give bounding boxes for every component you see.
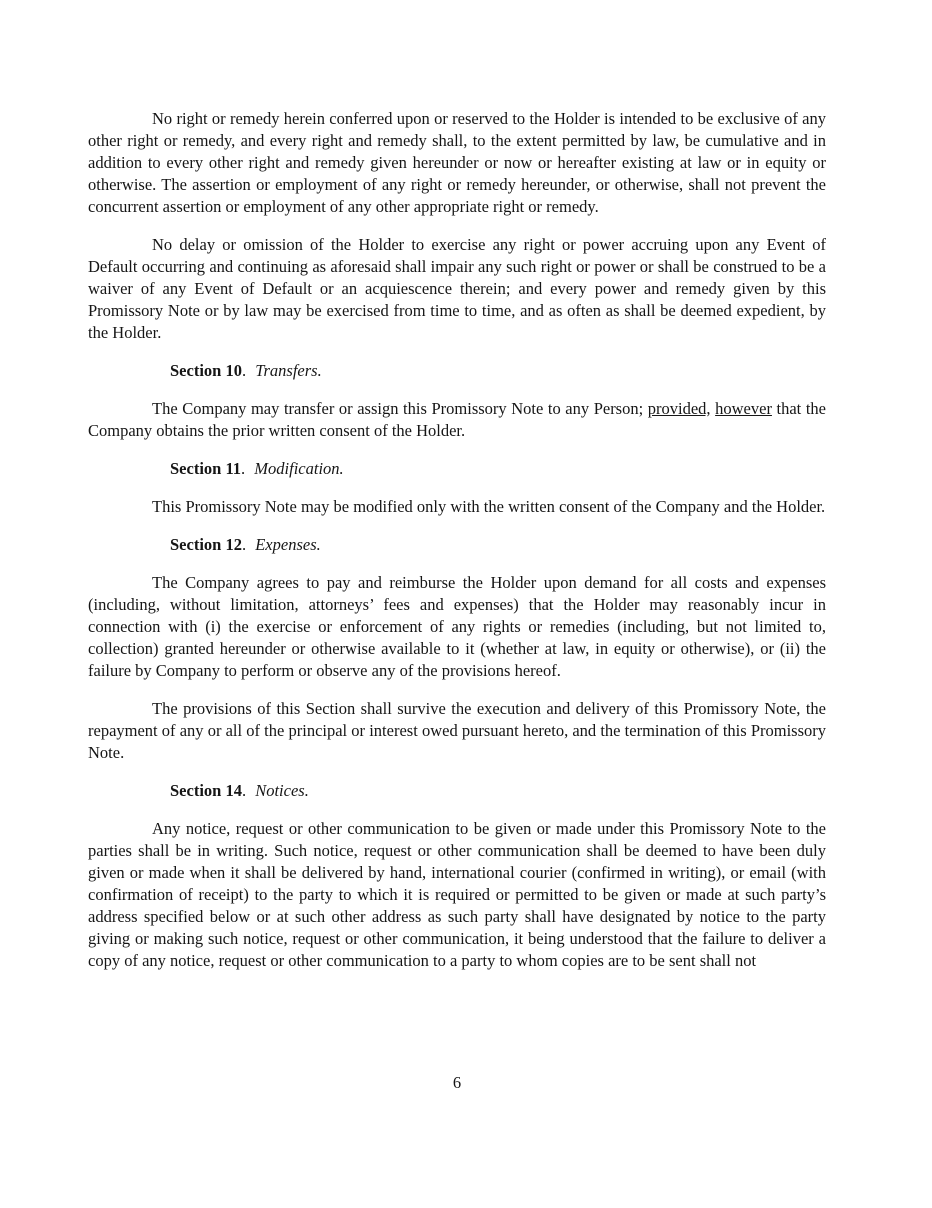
paragraph <box>88 398 826 442</box>
paragraph <box>88 496 826 518</box>
underlined-text: provided, <box>647 399 711 418</box>
paragraph-text: This Promissory Note may be modified only with the written consent of the Company and the Holder. <box>152 497 826 516</box>
section-title: Notices. <box>255 781 309 800</box>
section-heading <box>170 780 826 802</box>
page-number: 6 <box>452 1073 462 1092</box>
page-content <box>88 108 826 972</box>
paragraph-text: No delay or omission of the Holder to exercise any right or power accruing upon any Event of Default occurring and continuing as aforesaid shall impair any such right or power or shall be construed to be a waiver of any Event of Default or an acquiescence therein; and every power and remedy given by this Promissory Note or by law may be exercised from time to time, and as often as shall be deemed expedient, by the Holder. <box>88 235 826 342</box>
paragraph <box>88 234 826 344</box>
section-number: Section 14 <box>170 781 242 800</box>
underlined-text: however <box>715 399 772 418</box>
section-number: Section 10 <box>170 361 242 380</box>
paragraph <box>88 108 826 218</box>
section-heading <box>170 458 826 480</box>
section-title: Transfers. <box>255 361 322 380</box>
section-separator: . <box>241 361 251 380</box>
section-number: Section 12 <box>170 535 242 554</box>
paragraph <box>88 698 826 764</box>
paragraph-text: The provisions of this Section shall survive the execution and delivery of this Promissory Note, the repayment of any or all of the principal or interest owed pursuant hereto, and the termination of this Promissory Note. <box>88 699 826 762</box>
section-title: Modification. <box>254 459 344 478</box>
paragraph <box>88 818 826 972</box>
paragraph-text: The Company may transfer or assign this Promissory Note to any Person; <box>152 399 648 418</box>
paragraph-text: The Company agrees to pay and reimburse the Holder upon demand for all costs and expenses (including, without limitation, attorneys’ fees and expenses) that the Holder may reasonably incur in connection with (i) the exercise or enforcement of any rights or remedies (including, but not limited to, collection) granted hereunder or otherwise available to it (whether at law, in equity or otherwise), or (ii) the failure by Company to perform or observe any of the provisions hereof. <box>88 573 826 680</box>
section-separator: . <box>241 459 250 478</box>
section-separator: . <box>241 535 251 554</box>
section-heading <box>170 360 826 382</box>
paragraph <box>88 572 826 682</box>
paragraph-text: that the Company obtains the prior written consent of the Holder. <box>88 399 826 440</box>
paragraph-text: No right or remedy herein conferred upon or reserved to the Holder is intended to be exclusive of any other right or remedy, and every right and remedy shall, to the extent permitted by law, be cumulative and in addition to every other right and remedy given hereunder or now or hereafter existing at law or in equity or otherwise. The assertion or employment of any right or remedy hereunder, or otherwise, shall not prevent the concurrent assertion or employment of any other appropriate right or remedy. <box>88 109 826 216</box>
section-number: Section 11 <box>170 459 242 478</box>
section-title: Expenses. <box>255 535 321 554</box>
paragraph-text: Any notice, request or other communication to be given or made under this Promissory Note to the parties shall be in writing. Such notice, request or other communication shall be deemed to have been duly given or made when it shall be delivered by hand, international courier (confirmed in writing), or email (with confirmation of receipt) to the party to which it is required or permitted to be given or made at such party’s address specified below or at such other address as such party shall have designated by notice to the party giving or making such notice, request or other communication, it being understood that the failure to deliver a copy of any notice, request or other communication to a party to whom copies are to be sent shall not <box>88 819 826 970</box>
section-heading <box>170 534 826 556</box>
section-separator: . <box>241 781 251 800</box>
